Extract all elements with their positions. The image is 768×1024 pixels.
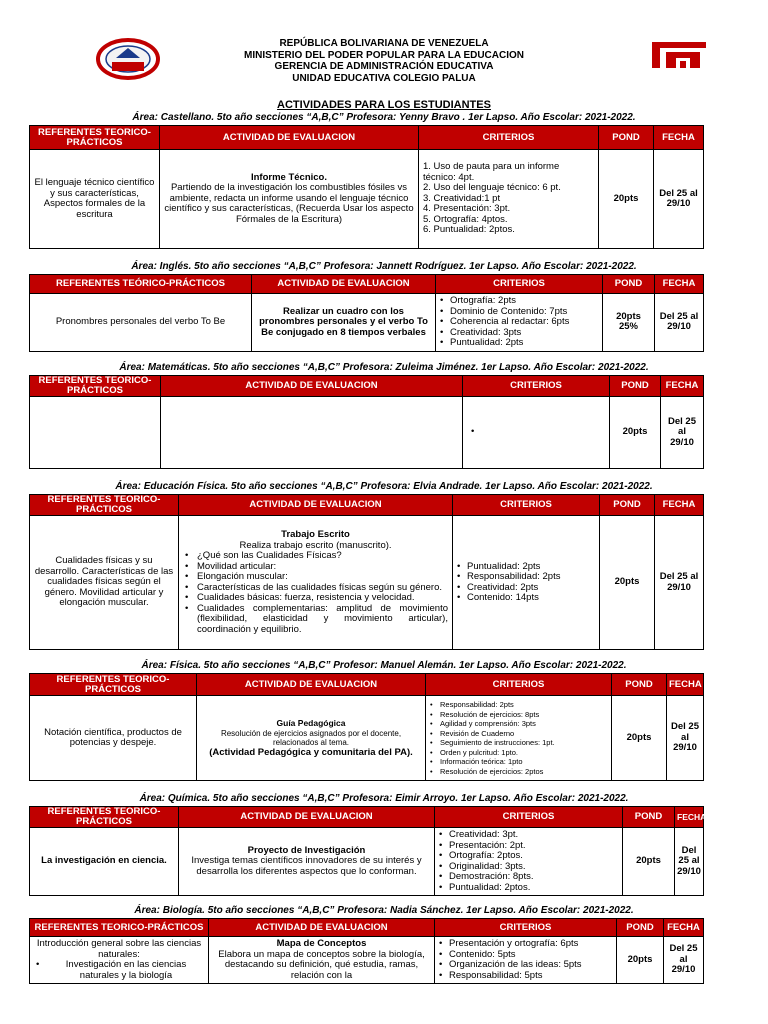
actividad-text: Resolución de ejercicios asignados por el docente, relacionados al tema. xyxy=(220,728,402,747)
actividad-title: Mapa de Conceptos xyxy=(276,938,367,949)
actividad-item: • Cualidades complementarias: amplitud de movimiento (flexibilidad, elasticidad y movimiento articular), coordinación y equilibrio. xyxy=(183,604,448,636)
criterio-item: • Presentación y ortografía: 6pts xyxy=(439,939,612,950)
criterio-item: • Creatividad: 3pt. xyxy=(439,830,618,841)
fecha-cell: Del 25 al 29/10 xyxy=(664,937,704,984)
criterio-item: • Puntualidad: 2pts xyxy=(440,338,598,349)
criterio-item: • Responsabilidad: 5pts xyxy=(439,971,612,982)
actividad-text: Realiza trabajo escrito (manuscrito). xyxy=(239,539,392,551)
activity-table-fisica xyxy=(29,673,704,781)
col-header: POND xyxy=(610,376,661,397)
actividad-item: • Características de las cualidades físicas según su género. xyxy=(183,583,448,594)
pond-cell: 20pts xyxy=(617,937,664,984)
activity-table-ingles xyxy=(29,274,704,352)
actividad-cell xyxy=(179,828,435,896)
actividad-item: • ¿Qué son las Cualidades Físicas? xyxy=(183,551,448,562)
criterios-cell xyxy=(435,828,623,896)
criterios-cell xyxy=(436,294,603,352)
pond-cell: 20pts xyxy=(623,828,675,896)
criterio-item: • Creatividad: 2pts xyxy=(457,583,595,594)
col-header: REFERENTES TEORICO-PRÁCTICOS xyxy=(30,919,209,937)
criterio-item: 6. Puntualidad: 2ptos. xyxy=(423,224,515,236)
fecha-cell: Del 25 al 29/10 xyxy=(654,150,704,249)
criterio-item: • Responsabilidad: 2pts xyxy=(430,700,607,710)
actividad-text: Investiga temas científicos innovadores de su interés y desarrolla los diferentes aspectos que lo conforman. xyxy=(191,855,422,877)
col-header: FECHA xyxy=(675,807,704,828)
institution-heading xyxy=(180,38,588,84)
pond-cell: 20pts xyxy=(600,516,655,650)
criterio-item: • Seguimiento de instrucciones: 1pt. xyxy=(430,738,607,748)
criterio-item: 1. Uso de pauta para un informe técnico: 4pt. xyxy=(423,161,560,183)
criterio-item: 3. Creatividad:1 pt xyxy=(423,192,501,204)
col-header: POND xyxy=(599,126,654,150)
fecha-cell: Del 25 al 29/10 xyxy=(661,397,704,469)
actividad-cell: Realizar un cuadro con los pronombres personales y el verbo To Be conjugado en 8 tiempos verbales xyxy=(252,294,436,352)
area-heading: Área: Biología. 5to año secciones “A,B,C” Profesora: Nadia Sánchez. 1er Lapso. Año Escolar: 2021-2022. xyxy=(134,905,634,916)
actividad-title: Guía Pedagógica xyxy=(276,718,346,728)
school-logo-icon xyxy=(96,38,160,80)
actividad-item: • Elongación muscular: xyxy=(183,572,448,583)
col-header: CRITERIOS xyxy=(435,919,617,937)
criterio-item: • Responsabilidad: 2pts xyxy=(457,572,595,583)
criterio-item: • Organización de las ideas: 5pts xyxy=(439,960,612,971)
activity-table-quimica xyxy=(29,806,707,896)
referentes-cell: La investigación en ciencia. xyxy=(30,828,179,896)
col-header: POND xyxy=(600,495,655,516)
pond-cell: 20pts xyxy=(599,150,654,249)
col-header: CRITERIOS xyxy=(419,126,599,150)
actividad-note: (Actividad Pedagógica y comunitaria del PA). xyxy=(209,746,413,758)
criterios-cell xyxy=(426,696,612,781)
criterio-item: • Orden y pulcritud: 1pto. xyxy=(430,748,607,758)
referentes-cell: Pronombres personales del verbo To Be xyxy=(30,294,252,352)
criterios-cell xyxy=(419,150,599,249)
activity-table-educacion-fisica xyxy=(29,494,704,650)
actividad-cell xyxy=(209,937,435,984)
col-header: FECHA xyxy=(661,376,704,397)
pond-value: 20pts xyxy=(616,310,641,322)
criterio-item: • Resolución de ejercicios: 8pts xyxy=(430,710,607,720)
pond-cell: 20pts xyxy=(610,397,661,469)
fecha-cell: Del 25 al 29/10 xyxy=(675,828,704,896)
referentes-cell: Cualidades físicas y su desarrollo. Características de las cualidades físicas según el género. Movilidad articular y elongación muscular. xyxy=(30,516,179,650)
criterio-item: • Resolución de ejercicios: 2ptos xyxy=(430,767,607,777)
fecha-cell: Del 25 al 29/10 xyxy=(655,516,704,650)
fecha-cell: Del 25 al 29/10 xyxy=(667,696,704,781)
brand-mark-icon xyxy=(650,36,708,70)
criterio-item: • Coherencia al redactar: 6pts xyxy=(440,317,598,328)
criterio-item: • Contenido: 14pts xyxy=(457,593,595,604)
col-header: ACTIVIDAD DE EVALUACION xyxy=(161,376,463,397)
criterio-item: • Presentación: 2pt. xyxy=(439,841,618,852)
referentes-cell: Notación científica, productos de potencias y despeje. xyxy=(30,696,197,781)
criterio-item: • Contenido: 5pts xyxy=(439,950,612,961)
fecha-cell: Del 25 al 29/10 xyxy=(655,294,704,352)
pond-cell xyxy=(603,294,655,352)
col-header: ACTIVIDAD DE EVALUACION xyxy=(179,807,435,828)
criterio-item: • Agilidad y comprensión: 3pts xyxy=(430,719,607,729)
page-header xyxy=(0,0,768,100)
criterio-item: 2. Uso del lenguaje técnico: 6 pt. xyxy=(423,182,561,194)
criterio-item: 4. Presentación: 3pt. xyxy=(423,203,511,215)
referentes-cell xyxy=(30,937,209,984)
area-heading: Área: Inglés. 5to año secciones “A,B,C” Profesora: Jannett Rodríguez. 1er Lapso. Año Escolar: 2021-2022. xyxy=(131,261,637,272)
col-header: REFERENTES TEORICO-PRÁCTICOS xyxy=(30,807,179,828)
criterio-item: • Información teórica: 1pto xyxy=(430,757,607,767)
referentes-cell: El lenguaje técnico científico y sus características, Aspectos formales de la escritura xyxy=(30,150,160,249)
col-header: CRITERIOS xyxy=(463,376,610,397)
col-header: POND xyxy=(612,674,667,696)
criterio-item: • Ortografía: 2ptos. xyxy=(439,851,618,862)
col-header: FECHA xyxy=(655,495,704,516)
actividad-title: Trabajo Escrito xyxy=(281,529,350,540)
col-header: CRITERIOS xyxy=(453,495,600,516)
criterios-cell xyxy=(453,516,600,650)
actividad-item: • Movilidad articular: xyxy=(183,562,448,573)
inst-line: MINISTERIO DEL PODER POPULAR PARA LA EDUCACION xyxy=(243,49,524,61)
actividad-text: Partiendo de la investigación los combustibles fósiles vs ambiente, redacta un informe usando el lenguaje técnico científico y sus características, (Recuerda Usar los aspecto Fórmales de la Escritura) xyxy=(164,182,414,225)
actividad-title: Informe Técnico. xyxy=(250,171,327,183)
criterio-item: 5. Ortografía: 4ptos. xyxy=(423,213,508,225)
inst-line: REPÚBLICA BOLIVARIANA DE VENEZUELA xyxy=(279,38,489,49)
col-header: REFERENTES TEORICO-PRÁCTICOS xyxy=(30,126,160,150)
referentes-item: • Investigación en las ciencias naturales y la biología xyxy=(34,960,204,981)
criterios-cell xyxy=(435,937,617,984)
activity-table-castellano xyxy=(29,125,704,249)
criterio-item: • Revisión de Cuaderno xyxy=(430,729,607,739)
criterio-item: • Creatividad: 3pts xyxy=(440,328,598,339)
activity-table-biologia xyxy=(29,918,704,984)
actividad-cell xyxy=(197,696,426,781)
criterios-cell xyxy=(463,397,610,469)
pond-cell: 20pts xyxy=(612,696,667,781)
col-header: CRITERIOS xyxy=(426,674,612,696)
col-header: FECHA xyxy=(664,919,704,937)
col-header: ACTIVIDAD DE EVALUACION xyxy=(252,275,436,294)
area-heading: Área: Física. 5to año secciones “A,B,C” Profesor: Manuel Alemán. 1er Lapso. Año Escolar: 2021-2022. xyxy=(141,660,627,671)
actividad-title: Proyecto de Investigación xyxy=(247,844,366,856)
pond-percent: 25% xyxy=(618,321,638,333)
actividad-cell xyxy=(160,150,419,249)
col-header: CRITERIOS xyxy=(436,275,603,294)
actividad-cell xyxy=(161,397,463,469)
col-header: REFERENTES TEORICO-PRÁCTICOS xyxy=(30,674,197,696)
col-header: ACTIVIDAD DE EVALUACION xyxy=(197,674,426,696)
actividad-cell xyxy=(179,516,453,650)
col-header: FECHA xyxy=(655,275,704,294)
criterio-item: • Puntualidad: 2ptos. xyxy=(439,883,618,894)
col-header: POND xyxy=(617,919,664,937)
bullet: • xyxy=(471,426,475,438)
col-header: FECHA xyxy=(667,674,704,696)
actividad-item: • Cualidades básicas: fuerza, resistencia y velocidad. xyxy=(183,593,448,604)
col-header: REFERENTES TEORICO-PRÁCTICOS xyxy=(30,495,179,516)
criterio-item: • Puntualidad: 2pts xyxy=(457,562,595,573)
inst-line: UNIDAD EDUCATIVA COLEGIO PALUA xyxy=(292,72,476,84)
area-heading: Área: Educación Física. 5to año secciones “A,B,C” Profesora: Elvia Andrade. 1er Lapso. Año Escolar: 2021-2022. xyxy=(115,481,653,492)
referentes-text: Introducción general sobre las ciencias naturales: xyxy=(36,938,202,960)
actividad-text: Elabora un mapa de conceptos sobre la biología, destacando su definición, qué estudia, ramas, relación con la xyxy=(218,948,425,981)
criterio-item: • Dominio de Contenido: 7pts xyxy=(440,307,598,318)
col-header: REFERENTES TEÓRICO-PRÁCTICOS xyxy=(30,275,252,294)
inst-line: GERENCIA DE ADMINISTRACIÓN EDUCATIVA xyxy=(274,61,494,72)
page-title: ACTIVIDADES PARA LOS ESTUDIANTES xyxy=(277,99,491,111)
col-header: CRITERIOS xyxy=(435,807,623,828)
col-header: FECHA xyxy=(654,126,704,150)
area-heading: Área: Matemáticas. 5to año secciones “A,B,C” Profesora: Zuleima Jiménez. 1er Lapso. Año Escolar: 2021-2022. xyxy=(119,362,649,373)
referentes-cell xyxy=(30,397,161,469)
col-header: ACTIVIDAD DE EVALUACION xyxy=(179,495,453,516)
criterio-item: • Demostración: 8pts. xyxy=(439,872,618,883)
activity-table-matematicas xyxy=(29,375,704,469)
col-header: POND xyxy=(603,275,655,294)
criterio-item: • Originalidad: 3pts. xyxy=(439,862,618,873)
col-header: ACTIVIDAD DE EVALUACION xyxy=(160,126,419,150)
col-header: REFERENTES TEORICO-PRÁCTICOS xyxy=(30,376,161,397)
area-heading: Área: Castellano. 5to año secciones “A,B,C” Profesora: Yenny Bravo . 1er Lapso. Año Escolar: 2021-2022. xyxy=(132,112,636,123)
criterio-item: • Ortografía: 2pts xyxy=(440,296,598,307)
col-header: ACTIVIDAD DE EVALUACION xyxy=(209,919,435,937)
area-heading: Área: Química. 5to año secciones “A,B,C” Profesora: Eimir Arroyo. 1er Lapso. Año Escolar: 2021-2022. xyxy=(139,793,629,804)
col-header: POND xyxy=(623,807,675,828)
